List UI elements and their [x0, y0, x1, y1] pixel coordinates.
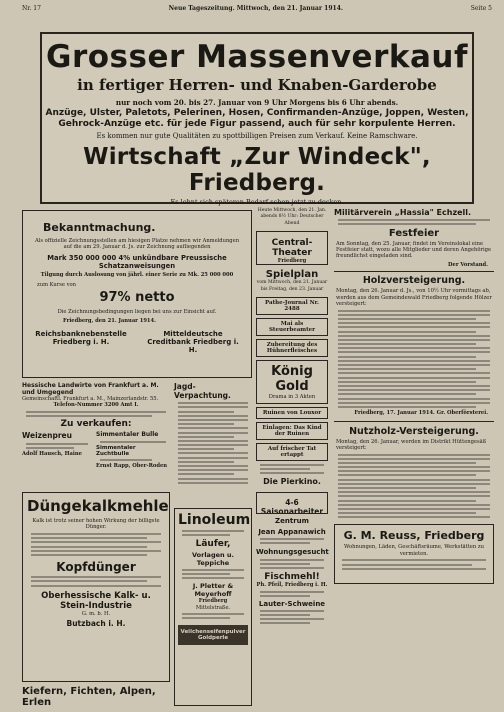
- holz-sign: Friedberg, 17. Januar 1914. Gr. Oberförsterei.: [354, 410, 488, 417]
- spielplan-title: Spielplan: [265, 269, 319, 281]
- ad-subtitle: in fertiger Herren- und Knaben-Garderobe: [77, 76, 437, 94]
- theater-name: Central-Theater: [271, 238, 313, 259]
- landwirte-tel: Telefon-Nummer 3200 Amt I.: [53, 402, 139, 409]
- vorlagen: Vorlagen u. Teppiche: [191, 550, 234, 567]
- wohnung-ad: Wohnungsgesucht: [256, 548, 329, 557]
- bekanntmachung-box: [22, 210, 252, 378]
- festfeier-text: Am Sonntag, den 25. Januar, findet im Vereinslokal eine Festfeier statt, wozu alle Mitglieder und deren Angehörige freundlichst eingeladen sind.: [336, 240, 492, 260]
- laeufer: Läufer,: [195, 538, 231, 549]
- film-item-1: Mai als Steuerbeamter: [256, 318, 328, 336]
- nutzholz-title: Nutzholz-Versteigerung.: [349, 425, 479, 437]
- person-rapp: Ernst Rapp, Ober-Roden: [96, 463, 168, 470]
- loan-tilgung: Tilgung durch Auslosung von jährl. einer Serie zu Mk. 25 000 000: [40, 271, 234, 278]
- film-item-6: Die Pierkino.: [263, 477, 321, 486]
- reuss-title: G. M. Reuss, Friedberg: [343, 529, 485, 543]
- duenger-company: Oberhessische Kalk- u. Stein-Industrie: [41, 590, 151, 611]
- jagd-block: [174, 382, 252, 502]
- landwirte-sub: Gemeinschaftl. Frankfurt a. M., Mainzerlandstr. 55.: [22, 396, 159, 402]
- right-column: [334, 208, 494, 704]
- duenger-box: [22, 492, 170, 682]
- pathe-journal: Pathe-Journal Nr. 2488: [256, 297, 328, 315]
- linoleum-box: [174, 508, 252, 706]
- holz-title: Holzversteigerung.: [362, 275, 466, 287]
- pletter-meyerhoff: J. Pletter & Meyerhoff: [192, 582, 234, 599]
- militaer-sign: Der Vorstand.: [448, 261, 488, 268]
- jagd-title: Jagd-Verpachtung.: [174, 382, 231, 400]
- page-number: Seite 5: [470, 4, 492, 12]
- landwirte-block: [22, 382, 170, 486]
- simmentaler-zuchtbulle: Simmentaler Zuchtbulle: [96, 444, 136, 457]
- kurs-label: zum Kurse von: [37, 282, 76, 289]
- bekanntmachung-intro: Als offizielle Zeichnungsstellen am hiesigen Platze nehmen wir Anmeldungen auf die am 29. Januar d. Js. zur Zeichnung aufliegenden: [34, 238, 240, 251]
- film-item-2: Zubereitung des Hühnerfleisches: [256, 339, 328, 357]
- page-header: [22, 2, 492, 14]
- nutzholz-text: Montag, den 26. Januar, werden im Distrikt Hüttengesäß versteigert:: [336, 438, 487, 451]
- duenger-company-form: G. m. b. H.: [81, 610, 111, 617]
- schweine-ad: Lauter-Schweine: [258, 599, 326, 608]
- ad-items: Anzüge, Ulster, Paletots, Pelerinen, Hosen, Confirmanden-Anzüge, Joppen, Westen, Gehrock-Anzüge etc. für jede Figur passend, auch für sehr korpulente Herren.: [45, 108, 469, 129]
- pfeil-ad: Ph. Pfeil, Friedberg i. H.: [256, 581, 328, 588]
- zentrum-ad: Zentrum: [275, 517, 309, 525]
- linoleum-street: Mittelstraße.: [195, 604, 231, 611]
- issue-number: Nr. 17: [22, 4, 41, 12]
- ad-quality: Es kommen nur gute Qualitäten zu spottbilligen Preisen zum Verkauf. Keine Ramschware.: [96, 132, 418, 140]
- person-hausch: Adolf Hausch, Haine: [22, 450, 82, 457]
- film-item-5: Auf frischer Tat ertappt: [256, 443, 328, 461]
- reuss-text: Wohnungen, Läden, Geschäftsräume, Werkstätten zu vermieten.: [344, 544, 484, 557]
- linoleum-title: Linoleum: [178, 512, 251, 528]
- duenger-text: Kalk ist trotz seiner hohen Wirkung der billigste Dünger.: [32, 518, 160, 531]
- zu-verkaufen: Zu verkaufen:: [60, 419, 132, 430]
- seifenpulver: Veilchenseifenpulver Goldperle: [180, 629, 246, 642]
- koenig-gold-sub: Drama in 3 Akten: [268, 394, 316, 401]
- bekanntmachung-title: Bekanntmachung.: [43, 221, 156, 234]
- bank-reichsbank: Reichsbanknebenstelle Friedberg i. H.: [35, 330, 127, 347]
- kopfduenger: Kopfdünger: [56, 559, 136, 574]
- loan-title: Mark 350 000 000 4% unkündbare Preussische Schatzanweisungen: [47, 253, 227, 270]
- koenig-gold: König Gold: [271, 364, 313, 395]
- holz-text: Montag, den 26. Januar d. Js., von 10½ Uhr vormittags ab, werden aus dem Gemeindewald Friedberg folgende Hölzer versteigert:: [336, 288, 492, 307]
- masthead-line: Neue Tageszeitung. Mittwoch, den 21. Januar 1914.: [168, 4, 343, 12]
- spielplan-sub: vom Mittwoch, den 21. Januar bis Freitag, den 23. Januar: [256, 280, 328, 292]
- theater-column: [256, 208, 328, 704]
- kiefern-ad: [22, 686, 170, 708]
- massenverkauf-ad: [40, 32, 474, 204]
- bank-creditbank: Mitteldeutsche Creditbank Friedberg i. H.: [147, 330, 239, 355]
- kiefern-title: Kiefern, Fichten, Alpen, Erlen: [22, 686, 156, 708]
- duenger-place: Butzbach i. H.: [66, 618, 126, 628]
- zeichnung-note: Die Zeichnungsbedingungen liegen bei uns zur Einsicht auf.: [57, 308, 217, 315]
- saisonarbeiter-ad: 4-6 Saisonarbeiter: [260, 498, 324, 514]
- militaer-title: Militärverein „Hassia" Echzell.: [334, 208, 472, 217]
- landwirte-title: Hessische Landwirte von Frankfurt a. M. und Umgegend: [22, 382, 159, 396]
- film-item-4: Einlagen: Das Kind der Ruinen: [256, 422, 328, 440]
- festfeier-title: Festfeier: [388, 227, 440, 239]
- weizenpreu: Weizenpreu: [22, 431, 72, 441]
- ad-shop-name: Wirtschaft „Zur Windeck", Friedberg.: [83, 144, 431, 196]
- simmentaler-bulle: Simmentaler Bulle: [96, 431, 159, 439]
- bekanntmachung-date: Friedberg, den 21. Januar 1914.: [63, 318, 156, 325]
- appanawich-ad: Jean Appanawich: [258, 528, 326, 536]
- theater-top: Heute Mittwoch, den 21. Jan. abends 8½ Uhr: Deutscher Abend: [257, 208, 327, 226]
- kurs-value: 97% netto: [99, 289, 175, 305]
- duenger-title: Düngekalkmehle: [27, 497, 169, 515]
- film-item-3: Ruinen von Louxor: [256, 407, 328, 419]
- ad-footer: Es lohnt sich späteren Bedarf schon jetzt zu decken.: [170, 198, 344, 206]
- ad-title: Grosser Massenverkauf: [46, 39, 468, 75]
- linoleum-city: Friedberg: [198, 598, 228, 605]
- theater-city: Friedberg: [277, 258, 307, 265]
- ad-dates: nur noch vom 20. bis 27. Januar von 9 Uhr Morgens bis 6 Uhr abends.: [115, 98, 399, 107]
- fischmehl-ad: Fischmehl!: [264, 571, 320, 582]
